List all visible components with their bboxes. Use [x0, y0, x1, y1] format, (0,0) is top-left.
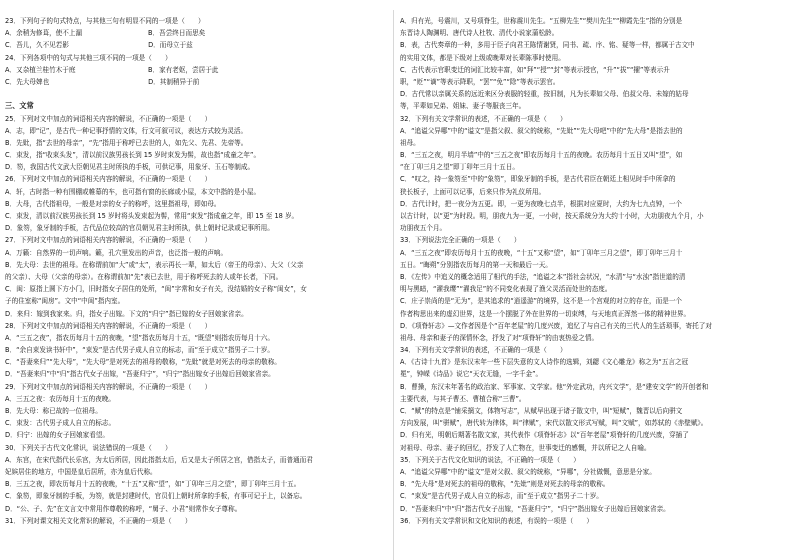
left-column — [5, 15, 375, 560]
answer-option: C．吾儿，久不见若影 D．而母立于兹 — [5, 41, 193, 50]
answer-option: D．笏，我国古代文武大臣朝见君主时所执的手板，可供记事，用象牙、玉石等制成。 — [5, 163, 255, 172]
option-continuation: 明与黑暗，“濯我缨”“濯我足”的不同变化表现了渔父灵活而处世的态度。 — [400, 285, 612, 294]
question-stem: 35．下列关于古代文化知识的说法，不正确的一项是（ ） — [400, 455, 580, 464]
option-continuation: 子的住室称“闺房”。文中“中闺”指内室。 — [5, 297, 125, 306]
answer-option: A．志，即“记”，是古代一种记事抒情的文体，行文可叙可议，表达方式较为灵活。 — [5, 126, 248, 135]
answer-option: D．来归：嫁到我家来。归，指女子出嫁。下文的“归宁”指已嫁的女子回娘家省亲。 — [5, 309, 248, 318]
column-divider — [393, 10, 394, 560]
answer-option: D．“吾妻来归”中“归”指古代女子出嫁，“吾妻归宁”，“归宁”指出嫁女子出嫁后回娘家省亲。 — [5, 370, 275, 379]
question-stem: 28．下列对文中加点的词语相关内容的解说，不正确的一项是（ ） — [5, 321, 212, 330]
question-stem: 31．下列对课文相关文化常识的解说，不正确的一项是（ ） — [5, 516, 192, 525]
option-continuation: 祖母。 — [400, 138, 420, 147]
answer-option: A．《古诗十九首》是东汉末年一些下层失意的文人诗作的选辑，刘勰《文心雕龙》称之为“五言之冠 — [400, 358, 689, 367]
option-continuation: 等，平辈如兄弟、姐妹、妻子等服丧三年。 — [400, 102, 526, 111]
answer-option: A．“三五之夜”即农历每月十五的夜晚，“十五”又称“望”，如“丁卯年三月之望”，即丁卯年三月十 — [400, 248, 683, 257]
question-stem: 33．下列说法完全正确的一项是（ ） — [400, 236, 521, 245]
option-continuation: 作者构思出来的虚幻世界，这是一个摆脱了外在世界的一切束缚，与天地真正浑然一体的精神世界。 — [400, 309, 691, 318]
question-stem: 25．下列对文中加点的词语相关内容的解说，不正确的一项是（ ） — [5, 114, 212, 123]
answer-option: C．象笏，即象牙制的手板，为笏，就是封建时代，官员们上朝时所拿的手板，有事可记于上，以备忘。 — [5, 492, 307, 501]
answer-option: D．“吾妻来归”中“归”指古代女子出嫁，“吾妻归宁”，“归宁”指出嫁女子出嫁后回娘家省亲。 — [400, 504, 670, 513]
question-stem: 26．下列对文中加点的词语相关内容的解说，不正确的一项是（ ） — [5, 175, 212, 184]
option-continuation: 职，“贬”“谪”等表示降职，“罢”“免”“除”等表示罢官。 — [400, 77, 560, 86]
answer-option: A．东宫，在宋代指代长乐宫，为太后所居，因此指指太后，后又是太子所居之宫，借指太子，而普通而君 — [5, 455, 313, 464]
answer-option: A．万籁：自然界的一切声响。籁，孔穴里发出的声音，也泛指一般的声响。 — [5, 248, 228, 257]
answer-option: B．三五之夜，即农历每月十五的夜晚，“十五”又称“望”，如“丁卯年三月之望”，即丁卯年三月十五。 — [5, 480, 301, 489]
blank-line — [5, 88, 375, 100]
answer-option: B．曹操，东汉末年著名的政治家、军事家、文学家。他“外定武功，内兴文学”，是“建安文学”的开创者和 — [400, 382, 709, 391]
answer-option: C．先大母婢也 D．其制稍异于前 — [5, 77, 200, 86]
answer-option: D．归宁：出嫁的女子回娘家看望。 — [5, 431, 109, 440]
answer-option: A．又杂植兰桂竹木于庭 B．家有老妪，尝居于此 — [5, 65, 219, 74]
question-stem: 34．下列有关文学常识的表述，不正确的一项是（ ） — [400, 346, 567, 355]
answer-option: B．先大母：去世的祖母。在称谓前加“大”或“太”，表示再长一辈，如太后（帝王的母亲）、大父（父亲 — [5, 260, 304, 269]
option-continuation: 东晋诗人陶渊明、唐代诗人杜牧、清代小说家蒲松龄。 — [400, 29, 559, 38]
option-continuation: 对祖母、母亲、妻子的回忆，抒发了人亡物在，世事变迁的感慨，并以所记之人自喻。 — [400, 443, 651, 452]
answer-option: C．“吾妻来归”“先大母”，“先大母”是对死去的祖母的敬称，“先妣”就是对死去的母亲的敬称。 — [5, 358, 281, 367]
right-column — [400, 15, 770, 560]
option-continuation: 冕”，钟嵘《诗品》说它“天衣无缝，一字千金”。 — [400, 370, 543, 379]
answer-option: D．“公、子、先”在文言文中常用作尊敬的称呼，“舅子、小君”则常作女子尊称。 — [5, 504, 242, 513]
question-stem: 30．下列关于古代文化常识，说法错误的一项是（ ） — [5, 443, 172, 452]
option-continuation: 祖母、母亲和妻子的深情怀念，抒发了对“项脊轩”的由衷热爱之情。 — [400, 333, 599, 342]
question-stem: 36．下列有关文学常识和文化知识的表述，有误的一项是（ ） — [400, 516, 594, 525]
option-continuation: 功朋夜五个月。 — [400, 224, 447, 233]
answer-option: D．象笏，象牙制的手板，古代品位较高的官员朝见君主时所执，供上朝时记录或记事所用。 — [5, 224, 274, 233]
answer-option: C．闺：原指上圆下方小门，旧时指女子居住的处所，“闺”字常和女子有关，没结婚的女子称“闺女”，女 — [5, 285, 307, 294]
answer-option: C．“赋”的特点是“铺采摛文，体物写志”，从赋早出现于诸子散文中，叫“短赋”，魏晋以后向骈文 — [400, 407, 683, 415]
option-continuation: 主要代表，与其子曹丕、曹植合称“三曹”。 — [400, 394, 526, 403]
answer-option: B．“余自束发读书轩中”，“束发”是古代男子成人自立的标志，而“至于成立”指男子二十岁。 — [5, 346, 274, 355]
section-heading: 三、文常 — [5, 101, 34, 111]
answer-option: B．《左传》中追义的概念适用了相代的手法，“追谥之本”指社会状况，“水清”与“水浊”指世道的清 — [400, 272, 686, 281]
answer-option: B．先大母：称已故的一位祖母。 — [5, 407, 102, 415]
option-continuation: 妃嫔居住的地方，中国是皇后居所，亦为皇后代称。 — [5, 467, 157, 476]
option-continuation: 以古计时，以“更”为时段。明，朋夜九为一更，一小时，按天系统分为大约十小时，大功朋夜九个月，小 — [400, 212, 704, 220]
answer-option: A．轩，古时指一种有围棚或帷幕的车，也可指有窗的长廊或小屋，本文中指的是小屋。 — [5, 187, 261, 196]
answer-option: C．古代表示官职变迁的词汇比较丰富，如“拜”“授”“封”等表示授官，“升”“拔”“擢”等表示升 — [400, 65, 670, 74]
answer-option: A．“追谥父异哪”中的“谥文”是对父叙、叙父的统称，“异哪”，分社做慨，意思是分家。 — [400, 467, 656, 476]
option-continuation: 的父亲）、大母（父亲的母亲）。在称谓前加“先”表已去世，用于称呼死去的人或年长者，下同。 — [5, 272, 283, 281]
answer-option: C．“束发”是古代男子成人自立的标志，而“至于成立”指男子二十岁。 — [400, 492, 603, 501]
option-continuation: 五日。“晦朔”分别指农历每月的第一天和最后一天。 — [400, 260, 552, 269]
answer-option: B．“三五之夜，明月半墙”中的“三五之夜”即农历每月十五的夜晚。农历每月十五日又叫“望”，如 — [400, 151, 683, 160]
question-stem: 32．下列有关文学常识的表述，不正确的一项是（ ） — [400, 114, 567, 123]
answer-option: C．“叹之，持一象笏至”中的“象笏”，即象牙制的手板，是古代君臣在朝廷上相见时手中所拿的 — [400, 175, 676, 184]
option-continuation: “在丁卯三月之望”即丁卯年三月十五日。 — [400, 163, 519, 172]
answer-option: D．归有光，明朝后期著名散文家，其代表作《项脊轩志》以“百年老屋”项脊轩的几度兴废，穿插了 — [400, 431, 689, 440]
answer-option: D．《项脊轩志》—文作者因是个“百年老屋”的几度兴废，追忆了与自己有关的三代人的生活琐事，寄托了对 — [400, 321, 712, 330]
question-stem: 24．下列各项中的句式与其他三项不同的一项是（ ） — [5, 53, 172, 62]
question-stem: 29．下列对文中加点的词语相关内容的解说，不正确的一项是（ ） — [5, 382, 212, 391]
answer-option: B．先妣，指“去世的母亲”，“先”指用于称呼已去世的人，如先父、先君、先帝等。 — [5, 138, 248, 147]
option-continuation: 方向发展，叫“骈赋”，唐代转为律体，叫“律赋”，宋代以散文形式写赋，叫“文赋”，如苏轼的《赤壁赋》。 — [400, 419, 708, 428]
answer-option: A．归有光，号震川，又号项脊生，世称震川先生。“五柳先生”“樊川先生”“柳霞先生”指的分别是 — [400, 17, 683, 25]
option-continuation: 狭长板子，上面可以记事，后来只作为礼仪所用。 — [400, 187, 546, 196]
answer-option: B．“先大母”是对死去的祖母的敬称，“先妣”则是对死去的母亲的敬称。 — [400, 480, 610, 489]
answer-option: C．束发：古代男子成人自立的标志。 — [5, 419, 116, 428]
answer-option: C．束发，指“收束头发”，清以前汉族男孩长到 15 岁时束发为髻，故也指“成童之年”。 — [5, 151, 261, 160]
answer-option: A．余稍为修葺，使不上漏 B．吾尝终日而思矣 — [5, 29, 206, 38]
option-continuation: 的实用文体，都是下级对上级或晚辈对长辈陈事时使用。 — [400, 53, 565, 62]
answer-option: B．大母，古代指祖母，一般是对亲的女子的称呼，这里指祖母，即如母。 — [5, 199, 221, 208]
answer-option: C．束发，清以前汉族男孩长到 15 岁时将头发束起为髻，常用“束发”指成童之年，即 15 至 18 岁。 — [5, 212, 299, 220]
answer-option: A．三五之夜：农历每月十五的夜晚。 — [5, 394, 116, 403]
answer-option: A．“三五之夜”，指农历每月十五的夜晚，“望”指农历每月十五，“既望”则指农历每月十六。 — [5, 333, 274, 342]
answer-option: D．古代常以亲属关系的远近来区分表服的轻重，按旧制，凡为长辈如父母、伯叔父母、未嫁的姑母 — [400, 90, 689, 99]
answer-option: C．庄子崇尚的是“无为”，是其追求的“逍遥游”的境界，这不是一个宫观的对立的存在，而是一个 — [400, 297, 683, 306]
question-stem: 27．下列对文中加点的词语相关内容的解说，不正确的一项是（ ） — [5, 236, 212, 245]
answer-option: B．表，古代奏章的一种，多用于臣子向君王陈情谢贤，同书、疏、序、铭、疑等一样，都属于古文中 — [400, 41, 695, 50]
question-stem: 23．下列句子的句式特点，与其他三句有明显不同的一项是（ ） — [5, 17, 205, 25]
answer-option: A．“追谥父异哪”中的“谥文”是指父叙、叙父的统称，“先妣”“先大母吧”中的“先大母”是指去世的 — [400, 126, 683, 135]
answer-option: D．古代计时，把一夜分为五更。即，一更为夜晚七点半，根据对应夏时，大约为七九点钟，一个 — [400, 199, 683, 208]
